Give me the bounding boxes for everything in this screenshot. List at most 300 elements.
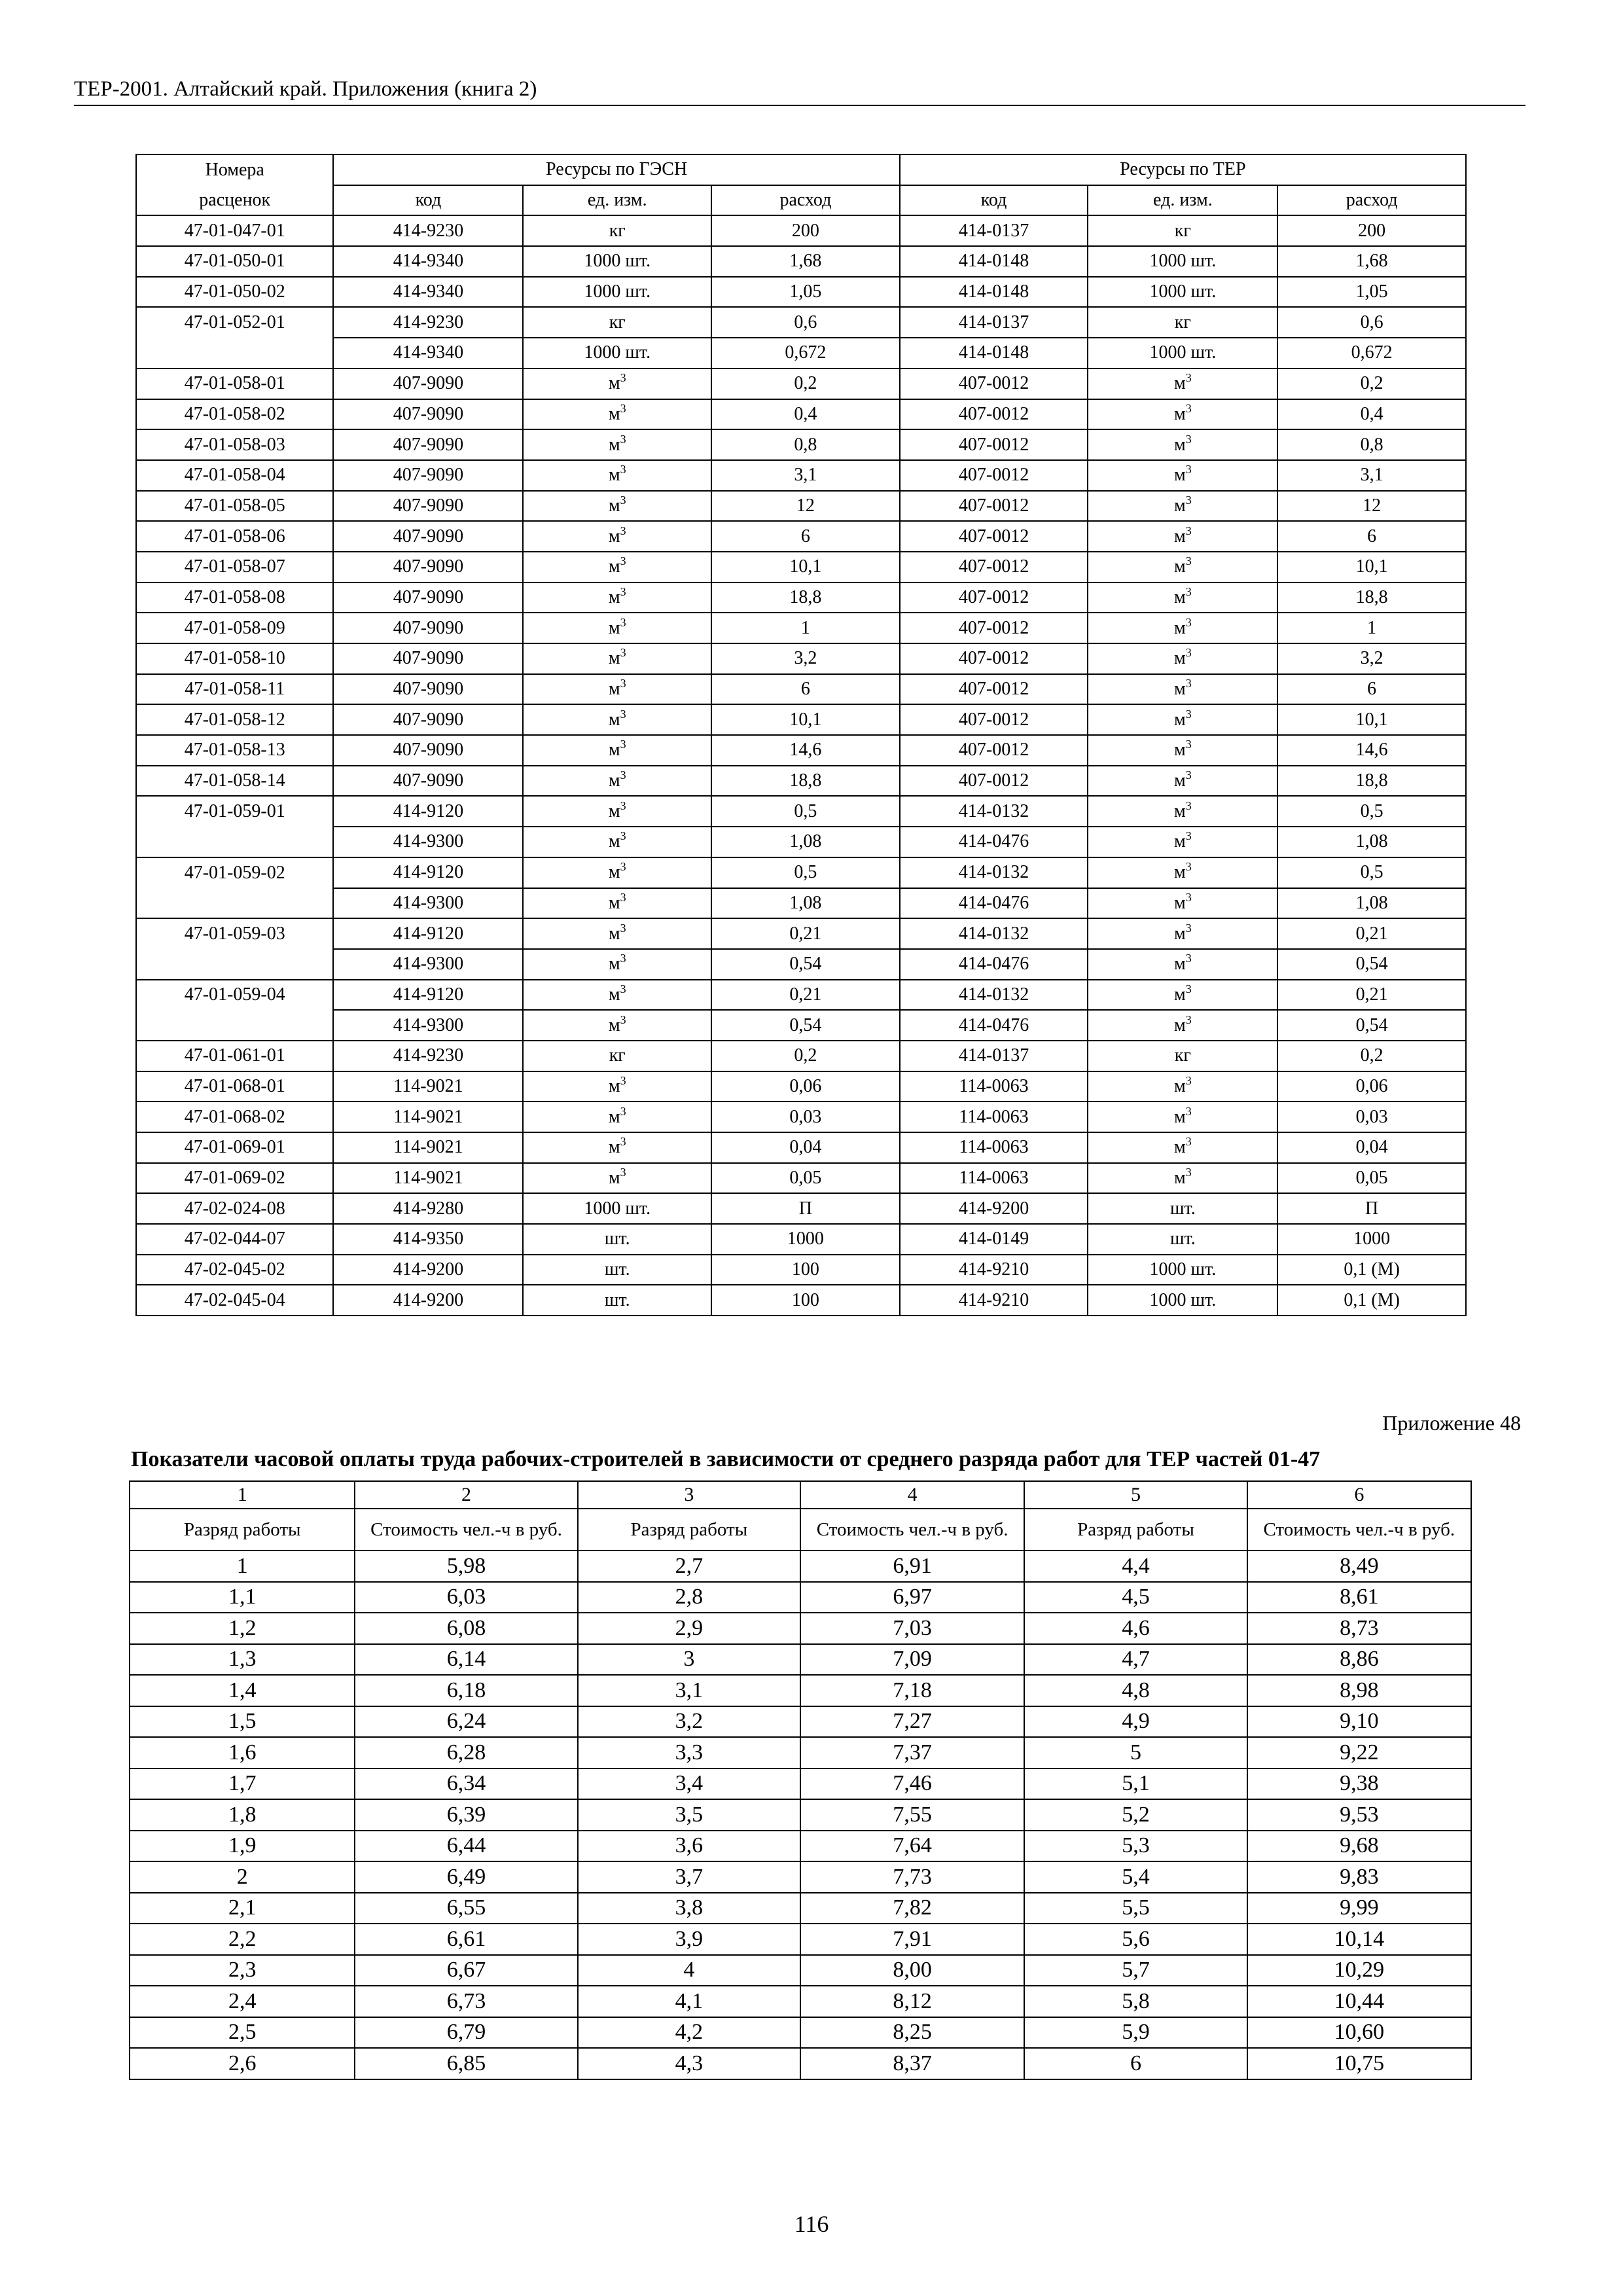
rate-number xyxy=(136,949,333,980)
gesn-qty: 1,08 xyxy=(711,888,900,919)
ter-unit: $м^3$ xyxy=(1088,460,1277,491)
grade-cell: 4,8 xyxy=(1024,1675,1247,1706)
gesn-unit: $м^3$ xyxy=(523,888,711,919)
cost-cell: 6,18 xyxy=(355,1675,577,1706)
unit-superscript: 3 xyxy=(620,493,626,507)
cost-cell: 7,18 xyxy=(800,1675,1024,1706)
gesn-qty: 0,05 xyxy=(711,1163,900,1194)
gesn-qty: 0,2 xyxy=(711,1041,900,1071)
ter-qty: 0,8 xyxy=(1277,429,1466,460)
cost-cell: 6,55 xyxy=(355,1893,577,1924)
gesn-code: 414-9200 xyxy=(333,1255,523,1285)
grade-cell: 4,4 xyxy=(1024,1551,1247,1582)
rate-number: 47-01-058-12 xyxy=(136,704,333,735)
grade-cell: 5,1 xyxy=(1024,1768,1247,1800)
gesn-code: 407-9090 xyxy=(333,552,523,583)
cost-cell: 6,97 xyxy=(800,1582,1024,1613)
rates-table xyxy=(129,1480,1472,2080)
cost-cell: 8,86 xyxy=(1247,1644,1471,1676)
rate-number: 47-01-058-11 xyxy=(136,674,333,705)
gesn-unit: $м^3$ xyxy=(523,1102,711,1132)
ter-qty: 200 xyxy=(1277,215,1466,246)
ter-code: 414-0148 xyxy=(900,246,1088,277)
grade-cell: 3,8 xyxy=(578,1893,800,1924)
unit-superscript: 3 xyxy=(620,677,626,691)
ter-qty: 1,08 xyxy=(1277,827,1466,857)
cost-cell: 6,34 xyxy=(355,1768,577,1800)
gesn-unit: $м^3$ xyxy=(523,735,711,766)
gesn-code: 414-9120 xyxy=(333,796,523,827)
ter-unit: $м^3$ xyxy=(1088,888,1277,919)
grade-cell: 2,4 xyxy=(130,1986,355,2017)
ter-unit: $м^3$ xyxy=(1088,918,1277,949)
ter-code: 407-0012 xyxy=(900,613,1088,643)
cost-cell: 7,73 xyxy=(800,1861,1024,1893)
grade-cell: 2,6 xyxy=(130,2048,355,2079)
table-row xyxy=(130,1768,1471,1800)
ter-code: 407-0012 xyxy=(900,552,1088,583)
ter-qty: 0,54 xyxy=(1277,1010,1466,1041)
grade-cell: 1 xyxy=(130,1551,355,1582)
gesn-qty: 0,672 xyxy=(711,338,900,368)
cost-header: Стоимость чел.-ч в руб. xyxy=(800,1509,1024,1551)
gesn-qty: 0,5 xyxy=(711,796,900,827)
gesn-unit: 1000 шт. xyxy=(523,338,711,368)
table-row xyxy=(136,766,1466,797)
ter-unit: $м^3$ xyxy=(1088,399,1277,430)
ter-qty: 6 xyxy=(1277,521,1466,552)
gesn-unit: кг xyxy=(523,1041,711,1071)
ter-qty: 1,68 xyxy=(1277,246,1466,277)
grade-cell: 4,6 xyxy=(1024,1613,1247,1644)
table-row xyxy=(136,643,1466,674)
ter-unit: $м^3$ xyxy=(1088,735,1277,766)
gesn-code: 414-9300 xyxy=(333,888,523,919)
ter-code: 407-0012 xyxy=(900,583,1088,613)
ter-code: 414-0476 xyxy=(900,888,1088,919)
unit-superscript: 3 xyxy=(1185,524,1192,537)
grade-cell: 3,6 xyxy=(578,1831,800,1862)
table-row xyxy=(130,1737,1471,1768)
ter-code: 414-0476 xyxy=(900,1010,1088,1041)
grade-cell: 2,9 xyxy=(578,1613,800,1644)
rates-table-title: Показатели часовой оплаты труда рабочих-строителей в зависимости от среднего разряда работ для ТЕР частей 01-47 xyxy=(131,1447,1321,1471)
rate-number: 47-01-059-03 xyxy=(136,918,333,949)
gesn-code: 414-9280 xyxy=(333,1193,523,1224)
gesn-qty: 0,4 xyxy=(711,399,900,430)
table-row xyxy=(130,1551,1471,1582)
column-number: 5 xyxy=(1024,1481,1247,1509)
cost-cell: 9,83 xyxy=(1247,1861,1471,1893)
unit-superscript: 3 xyxy=(1185,463,1192,476)
cost-cell: 6,08 xyxy=(355,1613,577,1644)
table-row xyxy=(130,2017,1471,2049)
table-row xyxy=(130,1955,1471,1986)
rate-number: 47-01-068-02 xyxy=(136,1102,333,1132)
ter-code: 414-0476 xyxy=(900,949,1088,980)
unit-superscript: 3 xyxy=(620,401,626,415)
gesn-qty: 1 xyxy=(711,613,900,643)
gesn-code: 414-9120 xyxy=(333,857,523,888)
gesn-unit: $м^3$ xyxy=(523,460,711,491)
gesn-qty: П xyxy=(711,1193,900,1224)
gesn-unit: кг xyxy=(523,215,711,246)
table-row xyxy=(136,307,1466,338)
ter-unit: $м^3$ xyxy=(1088,643,1277,674)
gesn-unit: шт. xyxy=(523,1285,711,1316)
gesn-unit: $м^3$ xyxy=(523,857,711,888)
gesn-code: 407-9090 xyxy=(333,521,523,552)
gesn-qty: 200 xyxy=(711,215,900,246)
cost-cell: 6,44 xyxy=(355,1831,577,1862)
unit-superscript: 3 xyxy=(1185,768,1192,782)
grade-cell: 2,3 xyxy=(130,1955,355,1986)
gesn-code: 407-9090 xyxy=(333,460,523,491)
cost-cell: 6,39 xyxy=(355,1799,577,1831)
ter-unit: шт. xyxy=(1088,1193,1277,1224)
grade-cell: 3,5 xyxy=(578,1799,800,1831)
rate-number: 47-01-069-01 xyxy=(136,1132,333,1163)
table-row xyxy=(136,399,1466,430)
ter-unit: $м^3$ xyxy=(1088,1010,1277,1041)
table-row xyxy=(130,1613,1471,1644)
rate-number xyxy=(136,1010,333,1041)
cost-cell: 9,38 xyxy=(1247,1768,1471,1800)
ter-unit: $м^3$ xyxy=(1088,949,1277,980)
table-row xyxy=(136,796,1466,827)
gesn-unit: $м^3$ xyxy=(523,918,711,949)
ter-unit: $м^3$ xyxy=(1088,491,1277,522)
gesn-unit: $м^3$ xyxy=(523,368,711,399)
gesn-qty: 0,6 xyxy=(711,307,900,338)
unit-superscript: 3 xyxy=(620,707,626,721)
rate-number: 47-01-058-06 xyxy=(136,521,333,552)
gesn-code: 407-9090 xyxy=(333,643,523,674)
ter-code: 414-0148 xyxy=(900,338,1088,368)
unit-superscript: 3 xyxy=(620,1073,626,1087)
grade-header: Разряд работы xyxy=(130,1509,355,1551)
ter-unit: $м^3$ xyxy=(1088,1132,1277,1163)
ter-unit: $м^3$ xyxy=(1088,368,1277,399)
gesn-code: 414-9120 xyxy=(333,918,523,949)
gesn-code: 114-9021 xyxy=(333,1071,523,1102)
ter-qty-header: расход xyxy=(1277,185,1466,216)
table-row xyxy=(130,1861,1471,1893)
table-row xyxy=(136,1132,1466,1163)
gesn-code: 407-9090 xyxy=(333,491,523,522)
table-row xyxy=(136,1224,1466,1255)
gesn-unit: $м^3$ xyxy=(523,674,711,705)
unit-superscript: 3 xyxy=(620,952,626,965)
unit-superscript: 3 xyxy=(620,1135,626,1149)
ter-unit: $м^3$ xyxy=(1088,521,1277,552)
gesn-unit: $м^3$ xyxy=(523,1071,711,1102)
gesn-qty: 12 xyxy=(711,491,900,522)
gesn-qty: 0,54 xyxy=(711,949,900,980)
unit-superscript: 3 xyxy=(1185,890,1192,904)
ter-code: 407-0012 xyxy=(900,460,1088,491)
grade-cell: 5 xyxy=(1024,1737,1247,1768)
group-ter-header: Ресурсы по ТЕР xyxy=(900,154,1466,185)
gesn-unit: $м^3$ xyxy=(523,704,711,735)
gesn-qty: 0,06 xyxy=(711,1071,900,1102)
rate-number: 47-01-059-04 xyxy=(136,980,333,1011)
table-row xyxy=(136,277,1466,308)
ter-unit: $м^3$ xyxy=(1088,704,1277,735)
gesn-qty: 100 xyxy=(711,1255,900,1285)
gesn-code: 407-9090 xyxy=(333,704,523,735)
unit-superscript: 3 xyxy=(1185,432,1192,446)
table-row xyxy=(136,1255,1466,1285)
table-row xyxy=(136,1163,1466,1194)
running-header: ТЕР-2001. Алтайский край. Приложения (книга 2) xyxy=(74,73,1525,106)
rate-number: 47-02-024-08 xyxy=(136,1193,333,1224)
ter-unit: 1000 шт. xyxy=(1088,1255,1277,1285)
ter-code: 114-0063 xyxy=(900,1071,1088,1102)
ter-code: 407-0012 xyxy=(900,766,1088,797)
grade-cell: 4,2 xyxy=(578,2017,800,2049)
grade-cell: 1,4 xyxy=(130,1675,355,1706)
unit-superscript: 3 xyxy=(1185,554,1192,568)
rate-number: 47-01-058-01 xyxy=(136,368,333,399)
grade-cell: 4,5 xyxy=(1024,1582,1247,1613)
grade-cell: 2 xyxy=(130,1861,355,1893)
rate-number: 47-01-058-09 xyxy=(136,613,333,643)
gesn-code: 407-9090 xyxy=(333,613,523,643)
ter-unit-header: ед. изм. xyxy=(1088,185,1277,216)
rate-number: 47-01-058-04 xyxy=(136,460,333,491)
table-row xyxy=(136,521,1466,552)
cost-cell: 8,25 xyxy=(800,2017,1024,2049)
gesn-code: 414-9340 xyxy=(333,246,523,277)
grade-cell: 5,7 xyxy=(1024,1955,1247,1986)
table-row xyxy=(136,1041,1466,1071)
ter-qty: 10,1 xyxy=(1277,704,1466,735)
ter-qty: 0,2 xyxy=(1277,1041,1466,1071)
unit-superscript: 3 xyxy=(1185,371,1192,385)
ter-code: 407-0012 xyxy=(900,674,1088,705)
cost-cell: 10,60 xyxy=(1247,2017,1471,2049)
ter-code: 414-0132 xyxy=(900,857,1088,888)
table-row xyxy=(136,1102,1466,1132)
table-row xyxy=(130,1706,1471,1738)
gesn-code: 414-9350 xyxy=(333,1224,523,1255)
cost-cell: 6,28 xyxy=(355,1737,577,1768)
resources-table xyxy=(135,154,1467,1316)
gesn-unit: $м^3$ xyxy=(523,552,711,583)
ter-code: 407-0012 xyxy=(900,429,1088,460)
ter-unit: $м^3$ xyxy=(1088,583,1277,613)
ter-qty: 0,21 xyxy=(1277,918,1466,949)
gesn-qty: 0,03 xyxy=(711,1102,900,1132)
ter-qty: 0,1 (М) xyxy=(1277,1255,1466,1285)
ter-unit: $м^3$ xyxy=(1088,857,1277,888)
unit-superscript: 3 xyxy=(620,554,626,568)
table-row xyxy=(136,368,1466,399)
ter-unit: 1000 шт. xyxy=(1088,277,1277,308)
table-row xyxy=(136,827,1466,857)
rate-number: 47-01-059-02 xyxy=(136,857,333,888)
unit-superscript: 3 xyxy=(620,1104,626,1118)
gesn-unit: $м^3$ xyxy=(523,980,711,1011)
column-number: 4 xyxy=(800,1481,1024,1509)
ter-unit: шт. xyxy=(1088,1224,1277,1255)
cost-cell: 6,85 xyxy=(355,2048,577,2079)
ter-unit: $м^3$ xyxy=(1088,1163,1277,1194)
gesn-qty: 100 xyxy=(711,1285,900,1316)
ter-qty: 10,1 xyxy=(1277,552,1466,583)
table-row xyxy=(130,2048,1471,2079)
grade-cell: 5,8 xyxy=(1024,1986,1247,2017)
cost-cell: 10,44 xyxy=(1247,1986,1471,2017)
gesn-code: 414-9230 xyxy=(333,307,523,338)
cost-cell: 7,91 xyxy=(800,1924,1024,1955)
gesn-qty: 0,54 xyxy=(711,1010,900,1041)
unit-superscript: 3 xyxy=(1185,1073,1192,1087)
ter-code: 414-0132 xyxy=(900,980,1088,1011)
cost-cell: 6,91 xyxy=(800,1551,1024,1582)
gesn-unit: $м^3$ xyxy=(523,766,711,797)
grade-cell: 1,7 xyxy=(130,1768,355,1800)
table-row xyxy=(130,1675,1471,1706)
grade-cell: 2,1 xyxy=(130,1893,355,1924)
table-row xyxy=(130,1799,1471,1831)
column-number: 3 xyxy=(578,1481,800,1509)
col-number-header-2: расценок xyxy=(136,185,333,216)
gesn-code: 414-9300 xyxy=(333,827,523,857)
gesn-code: 414-9230 xyxy=(333,1041,523,1071)
unit-superscript: 3 xyxy=(1185,677,1192,691)
ter-qty: 12 xyxy=(1277,491,1466,522)
rate-number: 47-01-058-03 xyxy=(136,429,333,460)
ter-qty: 0,21 xyxy=(1277,980,1466,1011)
gesn-unit: шт. xyxy=(523,1255,711,1285)
unit-superscript: 3 xyxy=(1185,401,1192,415)
grade-cell: 4 xyxy=(578,1955,800,1986)
cost-cell: 8,61 xyxy=(1247,1582,1471,1613)
rate-number: 47-01-069-02 xyxy=(136,1163,333,1194)
cost-header: Стоимость чел.-ч в руб. xyxy=(1247,1509,1471,1551)
rate-number xyxy=(136,827,333,857)
unit-superscript: 3 xyxy=(620,860,626,874)
gesn-qty: 6 xyxy=(711,674,900,705)
cost-cell: 9,53 xyxy=(1247,1799,1471,1831)
gesn-qty: 0,5 xyxy=(711,857,900,888)
unit-superscript: 3 xyxy=(620,982,626,996)
column-number: 6 xyxy=(1247,1481,1471,1509)
grade-cell: 3,1 xyxy=(578,1675,800,1706)
cost-cell: 10,75 xyxy=(1247,2048,1471,2079)
ter-code: 407-0012 xyxy=(900,368,1088,399)
gesn-unit: $м^3$ xyxy=(523,1132,711,1163)
gesn-qty: 3,1 xyxy=(711,460,900,491)
ter-code: 414-0137 xyxy=(900,307,1088,338)
gesn-qty: 1000 xyxy=(711,1224,900,1255)
rate-number: 47-01-058-14 xyxy=(136,766,333,797)
gesn-qty: 18,8 xyxy=(711,766,900,797)
column-number: 2 xyxy=(355,1481,577,1509)
grade-cell: 1,5 xyxy=(130,1706,355,1738)
appendix-label: Приложение 48 xyxy=(1382,1411,1521,1435)
gesn-unit: $м^3$ xyxy=(523,1010,711,1041)
grade-cell: 3,7 xyxy=(578,1861,800,1893)
ter-qty: 0,672 xyxy=(1277,338,1466,368)
ter-unit: $м^3$ xyxy=(1088,674,1277,705)
rate-number xyxy=(136,888,333,919)
grade-cell: 4,9 xyxy=(1024,1706,1247,1738)
ter-unit: 1000 шт. xyxy=(1088,1285,1277,1316)
table-row xyxy=(136,215,1466,246)
gesn-unit: $м^3$ xyxy=(523,643,711,674)
gesn-code: 414-9200 xyxy=(333,1285,523,1316)
ter-code: 114-0063 xyxy=(900,1132,1088,1163)
gesn-qty: 1,08 xyxy=(711,827,900,857)
grade-cell: 3,2 xyxy=(578,1706,800,1738)
gesn-unit: $м^3$ xyxy=(523,827,711,857)
table-row xyxy=(136,1071,1466,1102)
table-row xyxy=(130,1831,1471,1862)
table-row xyxy=(130,1986,1471,2017)
rate-number: 47-01-050-01 xyxy=(136,246,333,277)
cost-cell: 5,98 xyxy=(355,1551,577,1582)
cost-cell: 7,03 xyxy=(800,1613,1024,1644)
ter-qty: 3,2 xyxy=(1277,643,1466,674)
gesn-qty: 0,8 xyxy=(711,429,900,460)
unit-superscript: 3 xyxy=(1185,646,1192,660)
table-row xyxy=(136,949,1466,980)
ter-unit: $м^3$ xyxy=(1088,980,1277,1011)
ter-unit: $м^3$ xyxy=(1088,766,1277,797)
ter-qty: 1,08 xyxy=(1277,888,1466,919)
unit-superscript: 3 xyxy=(620,371,626,385)
ter-unit: $м^3$ xyxy=(1088,429,1277,460)
gesn-qty: 10,1 xyxy=(711,552,900,583)
ter-code: 414-0137 xyxy=(900,1041,1088,1071)
unit-superscript: 3 xyxy=(620,646,626,660)
gesn-unit: 1000 шт. xyxy=(523,277,711,308)
cost-cell: 7,46 xyxy=(800,1768,1024,1800)
cost-header: Стоимость чел.-ч в руб. xyxy=(355,1509,577,1551)
grade-cell: 2,2 xyxy=(130,1924,355,1955)
gesn-qty: 3,2 xyxy=(711,643,900,674)
ter-unit: $м^3$ xyxy=(1088,613,1277,643)
column-number-row xyxy=(130,1481,1471,1509)
rate-number: 47-01-052-01 xyxy=(136,307,333,338)
gesn-code: 114-9021 xyxy=(333,1132,523,1163)
gesn-qty: 6 xyxy=(711,521,900,552)
rate-number: 47-01-058-07 xyxy=(136,552,333,583)
rate-number: 47-01-047-01 xyxy=(136,215,333,246)
unit-superscript: 3 xyxy=(620,738,626,751)
gesn-qty: 14,6 xyxy=(711,735,900,766)
ter-qty: 0,2 xyxy=(1277,368,1466,399)
unit-superscript: 3 xyxy=(1185,1135,1192,1149)
gesn-code: 114-9021 xyxy=(333,1163,523,1194)
ter-qty: 6 xyxy=(1277,674,1466,705)
ter-qty: 0,03 xyxy=(1277,1102,1466,1132)
table-row xyxy=(136,704,1466,735)
gesn-qty: 0,21 xyxy=(711,918,900,949)
gesn-code: 407-9090 xyxy=(333,368,523,399)
grade-cell: 2,7 xyxy=(578,1551,800,1582)
ter-code: 407-0012 xyxy=(900,704,1088,735)
cost-cell: 10,29 xyxy=(1247,1955,1471,1986)
ter-code: 414-0476 xyxy=(900,827,1088,857)
cost-cell: 7,82 xyxy=(800,1893,1024,1924)
ter-qty: 0,5 xyxy=(1277,857,1466,888)
group-gesn-header: Ресурсы по ГЭСН xyxy=(333,154,899,185)
grade-cell: 4,7 xyxy=(1024,1644,1247,1676)
